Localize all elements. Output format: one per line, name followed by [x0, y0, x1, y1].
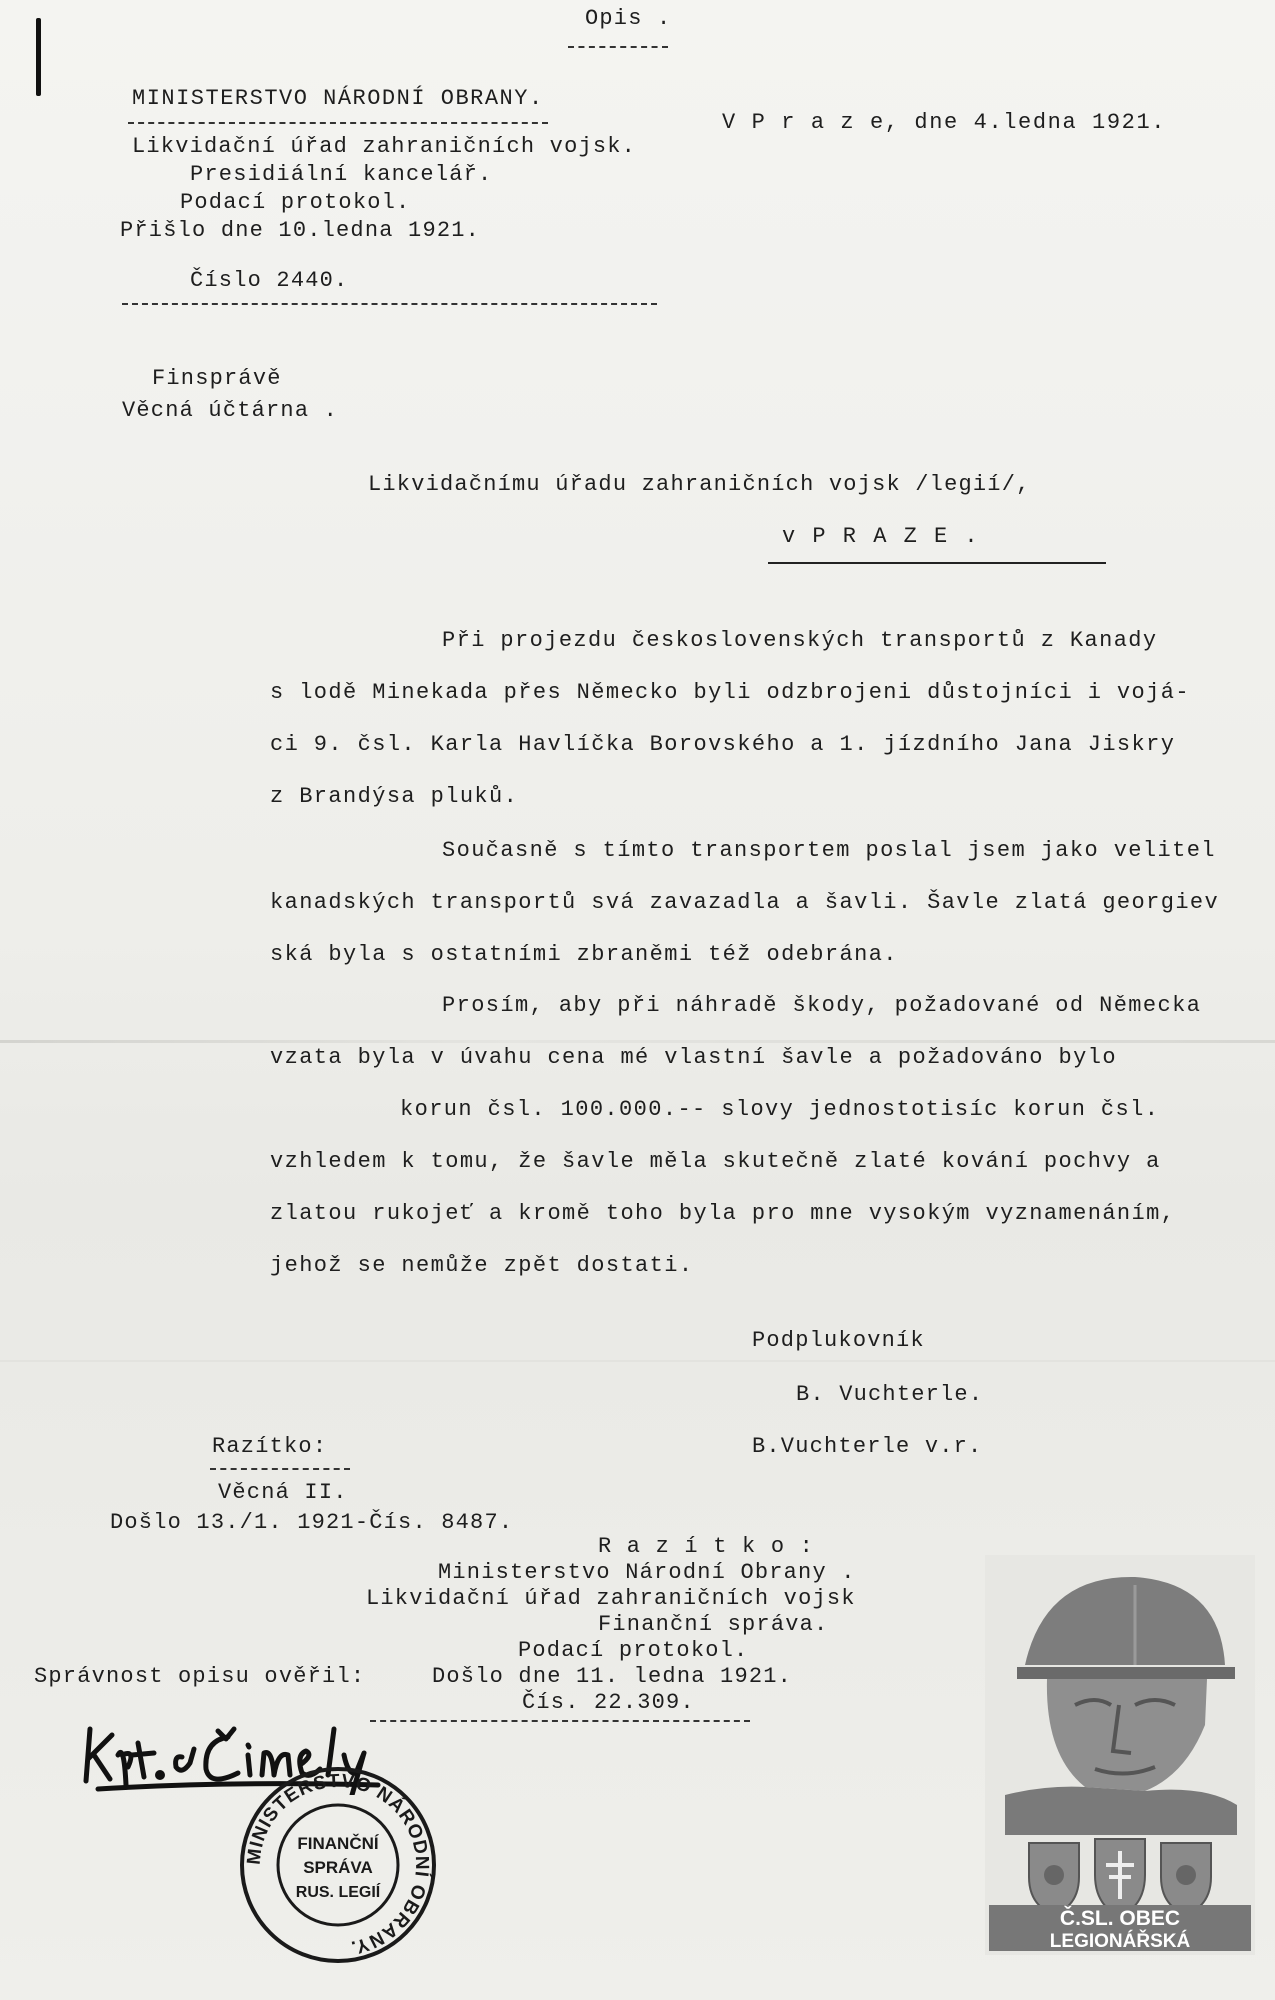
office-line-2: Presidiální kancelář.: [190, 162, 493, 187]
sender-line-1: Finsprávě: [152, 366, 282, 391]
round-official-stamp: [238, 1765, 438, 1965]
body-line: korun čsl. 100.000.-- slovy jednostotisíc korun čsl.: [400, 1097, 1160, 1122]
body-line: s lodě Minekada přes Německo byli odzbrojeni důstojníci i vojá-: [270, 680, 1190, 705]
signature-name: B. Vuchterle.: [796, 1382, 984, 1407]
header-rule: [122, 303, 657, 305]
legion-logo: [985, 1555, 1255, 1955]
stamp1-label: Razítko:: [212, 1434, 328, 1459]
body-line: Prosím, aby při náhradě škody, požadované od Německa: [442, 993, 1202, 1018]
body-paragraph-2: [270, 825, 1250, 981]
margin-mark: [36, 18, 41, 96]
recipient-city: v P R A Z E .: [782, 524, 980, 549]
stamp-center-line-1: FINANČNÍ: [297, 1834, 379, 1853]
office-line-3: Podací protokol.: [180, 190, 411, 215]
office-line-1: Likvidační úřad zahraničních vojsk.: [132, 134, 637, 159]
stamp2-line-6: Čís. 22.309.: [522, 1690, 695, 1715]
stamp2-line-2: Likvidační úřad zahraničních vojsk: [366, 1586, 856, 1611]
stamp2-line-4: Podací protokol.: [518, 1638, 749, 1663]
stamp1-line-2: Došlo 13./1. 1921-Čís. 8487.: [110, 1510, 514, 1535]
body-line: vzhledem k tomu, že šavle měla skutečně zlaté kování pochvy a: [270, 1149, 1161, 1174]
body-paragraph-3: [270, 980, 1250, 1292]
stamp2-line-1: Ministerstvo Národní Obrany .: [438, 1560, 856, 1585]
body-line: ská byla s ostatními zbraněmi též odebrána.: [270, 942, 898, 967]
stamp2-label: R a z í t k o :: [598, 1534, 815, 1559]
recipient-line-1: Likvidačnímu úřadu zahraničních vojsk /legií/,: [368, 472, 1031, 497]
stamp1-line-1: Věcná II.: [218, 1480, 348, 1505]
reference-number: Číslo 2440.: [190, 268, 349, 293]
stamp-ring-text: MINISTERSTVO NÁRODNÍ OBRANY.: [243, 1770, 433, 1958]
place-date: V P r a z e, dne 4.ledna 1921.: [722, 110, 1167, 135]
sender-line-2: Věcná účtárna .: [122, 398, 339, 423]
stamp2-line-5: Došlo dne 11. ledna 1921.: [432, 1664, 793, 1689]
logo-line-1: Č.SL. OBEC: [1059, 1907, 1181, 1930]
body-line: Při projezdu československých transportů z Kanady: [442, 628, 1158, 653]
body-line: jehož se nemůže zpět dostati.: [270, 1253, 694, 1278]
stamp-center-line-3: RUS. LEGIÍ: [295, 1884, 381, 1901]
received-date: Přišlo dne 10.ledna 1921.: [120, 218, 481, 243]
paper-fold-lower: [0, 1360, 1275, 1362]
signature-rank: Podplukovník: [752, 1328, 925, 1353]
stamp2-line-3: Finanční správa.: [598, 1612, 829, 1637]
ministry-heading: MINISTERSTVO NÁRODNÍ OBRANY.: [132, 86, 544, 111]
verification-label: Správnost opisu ověřil:: [34, 1664, 366, 1689]
body-paragraph-1: [270, 615, 1250, 823]
body-line: z Brandýsa pluků.: [270, 784, 519, 809]
body-line: vzata byla v úvahu cena mé vlastní šavle a požadováno bylo: [270, 1045, 1117, 1070]
body-line: Současně s tímto transportem poslal jsem jako velitel: [442, 838, 1216, 863]
ministry-underline: [128, 122, 548, 124]
body-line: zlatou rukojeť a kromě toho byla pro mne vysokým vyznamenáním,: [270, 1201, 1176, 1226]
opis-title: Opis .: [585, 6, 672, 31]
stamp-center-line-2: SPRÁVA: [303, 1858, 373, 1877]
body-line: kanadských transportů svá zavazadla a šavli. Šavle zlatá georgiev: [270, 890, 1220, 915]
stamp1-underline: [210, 1468, 350, 1470]
body-line: ci 9. čsl. Karla Havlíčka Borovského a 1. jízdního Jana Jiskry: [270, 732, 1176, 757]
signature-vr: B.Vuchterle v.r.: [752, 1434, 983, 1459]
logo-line-2: LEGIONÁŘSKÁ: [1049, 1931, 1191, 1952]
recipient-underline: [768, 562, 1106, 564]
opis-underline: [568, 46, 668, 48]
